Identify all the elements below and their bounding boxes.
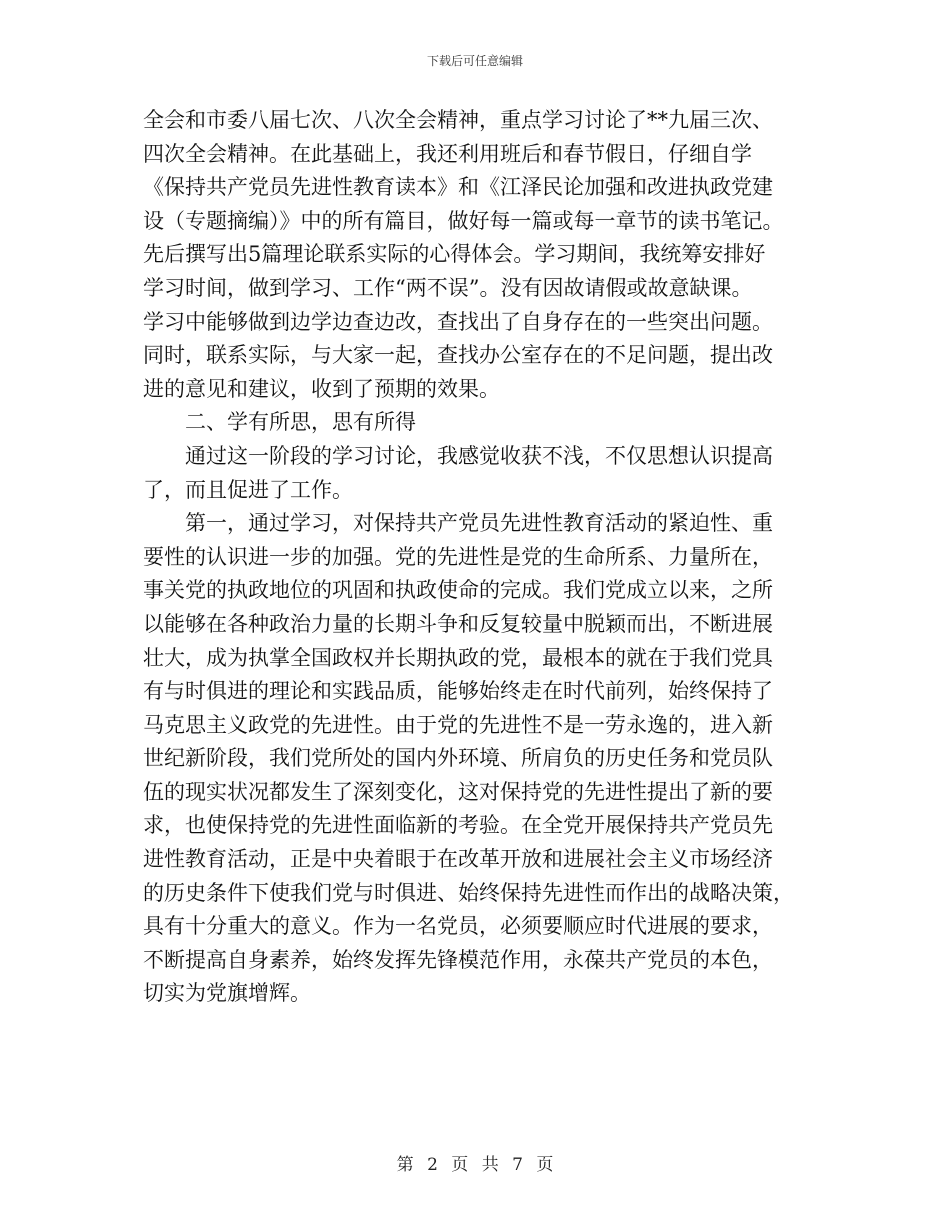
text-line: 进的意见和建议，收到了预期的效果。 xyxy=(143,376,500,401)
page-number-footer xyxy=(0,1150,950,1175)
text-line: 马克思主义政党的先进性。由于党的先进性不是一劳永逸的，进入新 xyxy=(143,712,773,737)
page-total-prefix: 共 xyxy=(481,1155,499,1175)
text-line: 有与时俱进的理论和实践品质，能够始终走在时代前列，始终保持了 xyxy=(143,679,773,704)
text-line: 《保持共产党员先进性教育读本》和《江泽民论加强和改进执政党建 xyxy=(143,175,773,200)
text-line: 以能够在各种政治力量的长期斗争和反复较量中脱颖而出，不断进展 xyxy=(143,611,773,636)
section-heading: 二、学有所思，思有所得 xyxy=(185,410,416,435)
text-line: 事关党的执政地位的巩固和执政使命的完成。我们党成立以来，之所 xyxy=(143,578,773,603)
text-line: 不断提高自身素养，始终发挥先锋模范作用，永葆共产党员的本色， xyxy=(143,947,773,972)
text-line: 全会和市委八届七次、八次全会精神，重点学习讨论了**九届三次、 xyxy=(143,108,773,132)
page-current: 2 xyxy=(427,1155,438,1175)
page-prefix: 第 xyxy=(396,1155,414,1175)
text-line: 世纪新阶段，我们党所处的国内外环境、所肩负的历史任务和党员队 xyxy=(143,746,773,771)
text-line: 先后撰写出5篇理论联系实际的心得体会。学习期间，我统筹安排好 xyxy=(143,242,766,267)
text-line: 具有十分重大的意义。作为一名党员，必须要顺应时代进展的要求， xyxy=(143,914,773,939)
text-line: 进性教育活动，正是中央着眼于在改革开放和进展社会主义市场经济 xyxy=(143,847,773,872)
text-line: 设（专题摘编）》中的所有篇目，做好每一篇或每一章节的读书笔记。 xyxy=(143,208,784,233)
text-line: 学习中能够做到边学边查边改，查找出了自身存在的一些突出问题。 xyxy=(143,309,773,334)
document-body xyxy=(143,104,813,1011)
page-total: 7 xyxy=(512,1155,523,1175)
page-header-note: 下载后可任意编辑 xyxy=(426,54,523,68)
text-line: 求，也使保持党的先进性面临新的考验。在全党开展保持共产党员先 xyxy=(143,813,773,838)
text-line: 壮大，成为执掌全国政权并长期执政的党，最根本的就在于我们党具 xyxy=(143,645,773,670)
page-suffix: 页 xyxy=(536,1155,554,1175)
text-line: 同时，联系实际，与大家一起，查找办公室存在的不足问题，提出改 xyxy=(143,343,773,368)
text-line: 切实为党旗增辉。 xyxy=(143,981,311,1006)
text-line: 四次全会精神。在此基础上，我还利用班后和春节假日，仔细自学 xyxy=(143,141,752,166)
text-line: 要性的认识进一步的加强。党的先进性是党的生命所系、力量所在， xyxy=(143,544,773,569)
paragraph-start-line: 通过这一阶段的学习讨论，我感觉收获不浅，不仅思想认识提高 xyxy=(185,443,773,468)
paragraph-start-line: 第一，通过学习，对保持共产党员先进性教育活动的紧迫性、重 xyxy=(185,511,773,536)
text-line: 了，而且促进了工作。 xyxy=(143,477,353,502)
text-line: 伍的现实状况都发生了深刻变化，这对保持党的先进性提出了新的要 xyxy=(143,779,773,804)
text-line: 学习时间，做到学习、工作“两不误”。没有因故请假或故意缺课。 xyxy=(143,275,753,300)
page-mid: 页 xyxy=(451,1155,469,1175)
text-line: 的历史条件下使我们党与时俱进、始终保持先进性而作出的战略决策， xyxy=(143,880,794,905)
